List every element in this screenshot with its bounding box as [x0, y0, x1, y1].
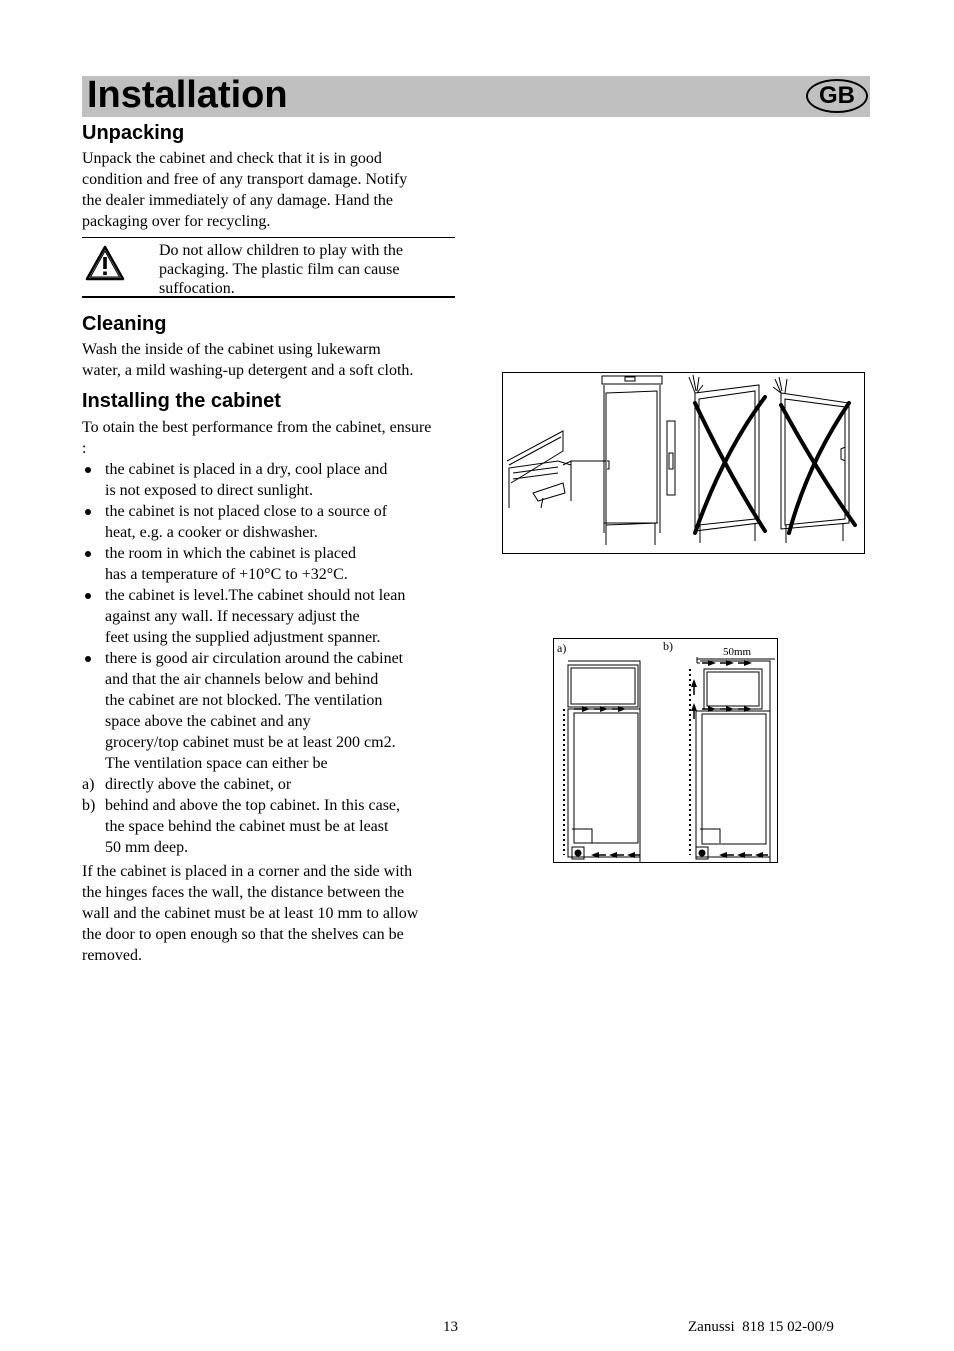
list-item — [82, 501, 462, 543]
list-item — [82, 543, 462, 585]
cleaning-heading: Cleaning — [82, 313, 167, 335]
text-line: wall and the cabinet must be at least 10 mm to allow — [82, 905, 419, 922]
list-item — [82, 795, 462, 858]
cleaning-text — [82, 339, 462, 381]
label-a: a) — [557, 641, 567, 655]
warning-text — [159, 241, 451, 298]
ventilation-drawing — [554, 639, 777, 862]
text-line: removed. — [82, 947, 142, 964]
text-line: : — [82, 440, 87, 457]
page-number: 13 — [443, 1319, 458, 1335]
text-line: the cabinet is placed in a dry, cool place and — [105, 461, 388, 478]
text-line: grocery/top cabinet must be at least 200 cm2. — [105, 734, 396, 751]
text-line: heat, e.g. a cooker or dishwasher. — [105, 524, 318, 541]
text-line: the cabinet is level.The cabinet should not lean — [105, 587, 406, 604]
unpacking-text — [82, 148, 462, 232]
text-line: water, a mild washing-up detergent and a soft cloth. — [82, 362, 414, 379]
text-line: suffocation. — [159, 280, 235, 297]
levelling-drawing — [503, 373, 864, 553]
list-marker: b) — [82, 797, 96, 814]
text-line: Wash the inside of the cabinet using lukewarm — [82, 341, 381, 358]
list-item — [82, 774, 462, 795]
text-line: the door to open enough so that the shelves can be — [82, 926, 404, 943]
text-line: and that the air channels below and behind — [105, 671, 379, 688]
text-line: has a temperature of +10°C to +32°C. — [105, 566, 348, 583]
levelling-illustration — [502, 372, 865, 554]
installing-heading: Installing the cabinet — [82, 390, 281, 412]
list-item — [82, 648, 462, 774]
ventilation-diagram — [553, 638, 778, 863]
document-reference: Zanussi 818 15 02-00/9 — [688, 1319, 834, 1335]
text-line: the space behind the cabinet must be at least — [105, 818, 389, 835]
warning-box — [82, 237, 455, 298]
warning-triangle-icon — [84, 244, 126, 282]
page-title: Installation — [87, 74, 288, 116]
list-item — [82, 585, 462, 648]
text-line: 50 mm deep. — [105, 839, 189, 856]
list-item — [82, 459, 462, 501]
text-line: Do not allow children to play with the — [159, 242, 403, 259]
text-line: If the cabinet is placed in a corner and the side with — [82, 863, 413, 880]
requirements-list — [82, 459, 462, 858]
list-marker: a) — [82, 776, 95, 793]
text-line: packaging over for recycling. — [82, 213, 271, 230]
text-line: the hinges faces the wall, the distance between the — [82, 884, 405, 901]
installing-intro — [82, 417, 462, 459]
text-line: packaging. The plastic film can cause — [159, 261, 400, 278]
text-line: Unpack the cabinet and check that it is in good — [82, 150, 382, 167]
closing-text — [82, 861, 472, 966]
text-line: To otain the best performance from the cabinet, ensure — [82, 419, 432, 436]
text-line: behind and above the top cabinet. In this case, — [105, 797, 401, 814]
text-line: feet using the supplied adjustment spanner. — [105, 629, 381, 646]
text-line: space above the cabinet and any — [105, 713, 311, 730]
text-line: The ventilation space can either be — [105, 755, 328, 772]
text-line: against any wall. If necessary adjust the — [105, 608, 360, 625]
unpacking-heading: Unpacking — [82, 122, 185, 144]
text-line: directly above the cabinet, or — [105, 776, 292, 793]
title-bar — [82, 76, 870, 117]
label-50mm: 50mm — [723, 646, 752, 658]
text-line: condition and free of any transport damage. Notify — [82, 171, 408, 188]
text-line: the cabinet are not blocked. The ventilation — [105, 692, 383, 709]
text-line: the cabinet is not placed close to a source of — [105, 503, 388, 520]
text-line: the dealer immediately of any damage. Hand the — [82, 192, 393, 209]
language-badge: GB — [806, 79, 868, 113]
text-line: there is good air circulation around the cabinet — [105, 650, 404, 667]
text-line: is not exposed to direct sunlight. — [105, 482, 313, 499]
text-line: the room in which the cabinet is placed — [105, 545, 357, 562]
label-b: b) — [663, 639, 673, 653]
